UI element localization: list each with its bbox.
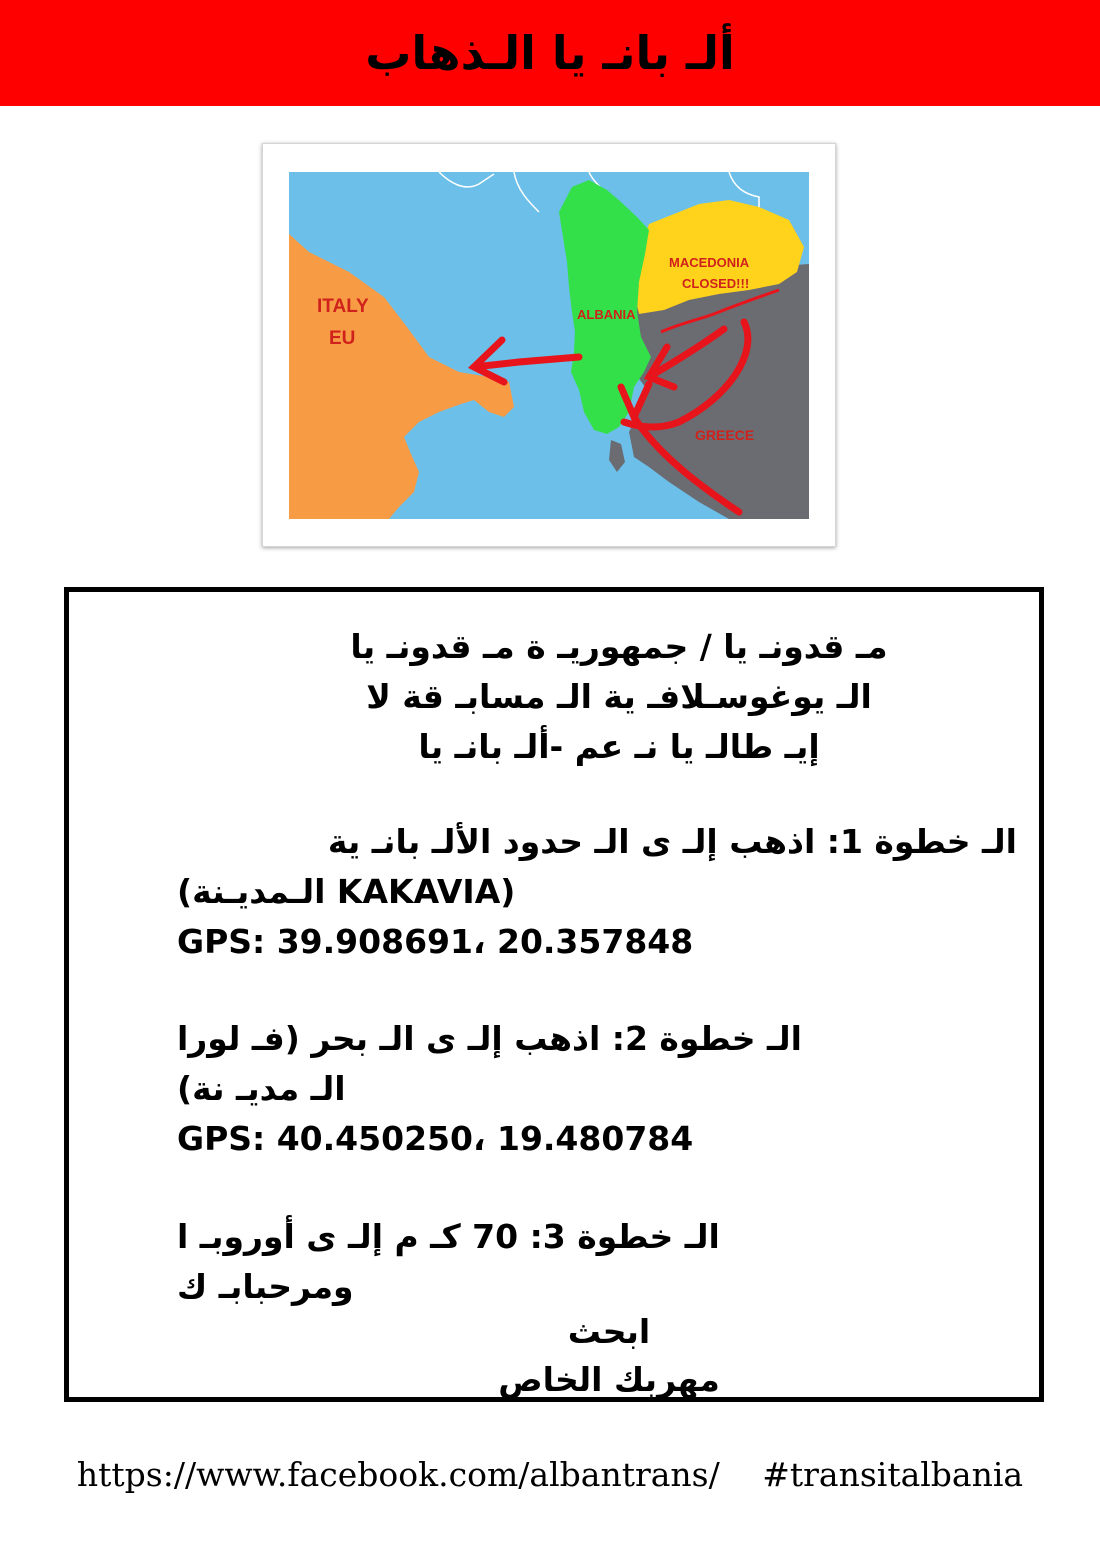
banner-title: ألـ بانـ يا الـذهاب	[365, 26, 735, 80]
step-3-welcome: ومرحبابـ ك	[177, 1267, 354, 1306]
step-1	[177, 817, 1017, 967]
closing-line-2: مهربك الخاص	[498, 1360, 720, 1399]
route-map	[289, 172, 809, 519]
step-3-title: الـ خطوة 3: 70 كـ م إلـ ى أوروبـ ا	[177, 1217, 720, 1256]
header-line-3: إيـ طالـ يا نـ عم -ألـ بانـ يا	[418, 727, 820, 766]
step-3	[177, 1212, 1017, 1312]
instructions-box	[64, 587, 1044, 1402]
italy-label: ITALY	[317, 296, 369, 317]
hashtag: #transitalbania	[762, 1455, 1024, 1494]
closing-text	[369, 1308, 849, 1404]
header-line-2: الـ يوغوسـلافـ ية الـ مسابـ قة لا	[366, 677, 872, 716]
footer	[0, 1455, 1100, 1494]
eu-label: EU	[329, 328, 356, 349]
step-1-place: (KAKAVIA الـمديـنة)	[177, 872, 516, 911]
albania-label: ALBANIA	[577, 307, 636, 322]
route-header	[289, 622, 949, 772]
step-2-title: الـ خطوة 2: اذهب إلـ ى الـ بحر (فـ لورا	[177, 1019, 802, 1058]
map-image	[262, 143, 836, 547]
step-1-gps: GPS: 39.908691، 20.357848	[177, 922, 694, 961]
closed-label: CLOSED!!!	[682, 276, 750, 291]
step-1-title: الـ خطوة 1: اذهب إلـ ى الـ حدود الألـ بانـ ية	[327, 822, 1017, 861]
step-2-gps: GPS: 40.450250، 19.480784	[177, 1119, 694, 1158]
facebook-link[interactable]: https://www.facebook.com/albantrans/	[76, 1455, 720, 1494]
closing-line-1: ابحث	[567, 1312, 651, 1351]
step-2-place: الـ مديـ نة)	[177, 1069, 346, 1108]
header-line-1: مـ قدونـ يا / جمهوريـ ة مـ قدونـ يا	[350, 627, 888, 666]
step-2	[177, 1014, 1017, 1164]
title-banner	[0, 0, 1100, 106]
greece-label: GREECE	[695, 427, 755, 443]
macedonia-label: MACEDONIA	[669, 255, 750, 270]
